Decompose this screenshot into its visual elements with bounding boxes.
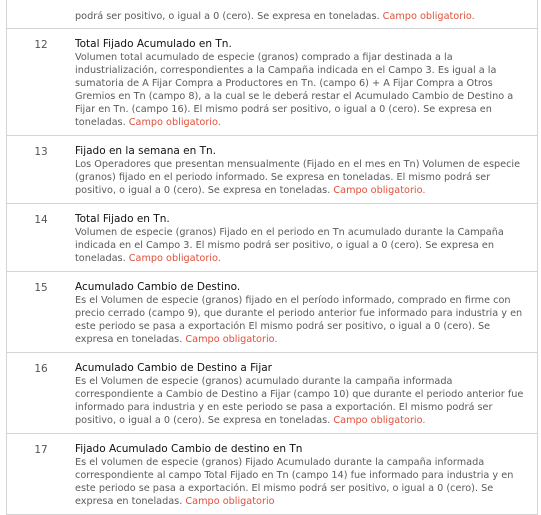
row-number: 14 <box>34 214 48 226</box>
table-row <box>7 434 537 515</box>
row-title: Acumulado Cambio de Destino. <box>75 281 241 293</box>
required-label: Campo obligatorio. <box>185 334 278 345</box>
table-row <box>7 204 537 272</box>
row-title: Total Fijado en Tn. <box>75 213 170 225</box>
table-row <box>7 29 537 136</box>
required-label: Campo obligatorio. <box>333 415 426 426</box>
row-description: Los Operadores que presentan mensualmente (Fijado en el mes en Tn) Volumen de especie (granos) fijado en el periodo informado. Se expresa en toneladas. El mismo podrá ser positivo, o igual a 0 (cero). Se expresa en toneladas. <box>75 159 521 196</box>
row-description: podrá ser positivo, o igual a 0 (cero). Se expresa en toneladas. <box>75 11 380 22</box>
row-content <box>75 434 537 514</box>
row-content <box>75 29 537 135</box>
table-row <box>7 272 537 353</box>
row-number: 12 <box>34 39 48 51</box>
required-label: Campo obligatorio. <box>128 117 221 128</box>
row-description: Volumen total acumulado de especie (granos) comprado a fijar destinada a la industrialización, correspondientes a la Campaña indicada en el Campo 3. Es igual a la sumatoria de A Fijar Compra a Productores en Tn. (campo 6) + A Fijar Compra a Otros Gremios en Tn (campo 8), a la cual se le deberá restar el Acumulado Cambio de Destino a Fijar en Tn. (campo 16). El mismo podrá ser positivo, o igual a 0 (cero). Se expresa en toneladas. <box>75 52 514 128</box>
row-title: Fijado en la semana en Tn. <box>75 145 216 157</box>
required-label: Campo obligatorio. <box>333 185 426 196</box>
row-number: 16 <box>34 363 48 375</box>
row-title: Acumulado Cambio de Destino a Fijar <box>75 362 272 374</box>
row-description: Es el volumen de especie (granos) Fijado Acumulado durante la campaña informada correspondiente al campo Total Fijado en Tn (campo 14) fue informado para industria y en este periodo se pasa a exportación. El mismo podrá ser positivo, o igual a 0 (cero). Se expresa en toneladas. <box>75 457 514 507</box>
required-label: Campo obligatorio <box>185 496 275 507</box>
row-number: 17 <box>34 444 48 456</box>
row-description: Es el Volumen de especie (granos) acumulado durante la campaña informada correspondiente a Cambio de Destino a Fijar (campo 10) que durante el periodo anterior fue informado para industria y en este periodo se pasa a exportación. El mismo podrá ser positivo, o igual a 0 (cero). Se expresa en toneladas. <box>75 376 524 426</box>
row-number <box>7 0 75 28</box>
row-description: Es el Volumen de especie (granos) fijado en el período informado, comprado en firme con precio cerrado (campo 9), que durante el periodo anterior fue informado para industria y en este periodo se pasa a exportación El mismo podrá ser positivo, o igual a 0 (cero). Se expresa en toneladas. <box>75 295 523 345</box>
table-row <box>7 136 537 204</box>
required-label: Campo obligatorio. <box>128 253 221 264</box>
row-content <box>75 204 537 271</box>
row-number: 13 <box>34 146 48 158</box>
row-title: Fijado Acumulado Cambio de destino en Tn <box>75 443 303 455</box>
row-content <box>75 0 537 28</box>
row-title: Total Fijado Acumulado en Tn. <box>75 38 232 50</box>
row-number: 15 <box>34 282 48 294</box>
fields-table <box>6 0 538 515</box>
row-content <box>75 272 537 352</box>
table-row <box>7 353 537 434</box>
row-content <box>75 136 537 203</box>
row-description: Volumen de especie (granos) Fijado en el periodo en Tn acumulado durante la Campaña indicada en el Campo 3. El mismo podrá ser positivo, o igual a 0 (cero). Se expresa en toneladas. <box>75 227 504 264</box>
table-row <box>7 0 537 29</box>
row-content <box>75 353 537 433</box>
required-label: Campo obligatorio. <box>382 11 475 22</box>
